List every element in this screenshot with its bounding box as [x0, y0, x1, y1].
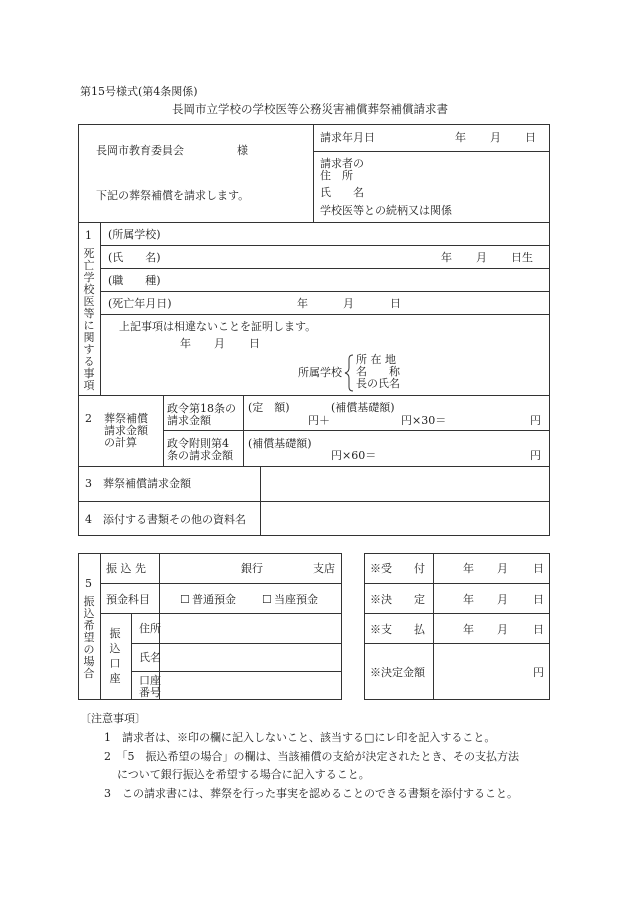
supplementary4-label-line1: 政令附則第4 [167, 437, 229, 450]
rule [163, 395, 164, 466]
decided-month: 月 [497, 593, 508, 606]
cert-day: 日 [249, 337, 260, 350]
rule [100, 553, 101, 700]
paid-label: ※支 払 [370, 623, 425, 636]
rule [163, 430, 550, 431]
branch-label: 支店 [313, 562, 335, 575]
section2-number: 2 [85, 412, 92, 425]
section4-label: 4 添付する書類その他の資料名 [85, 513, 246, 526]
section5-vertical-label: 振込希望の場合 [83, 595, 95, 680]
rule [260, 466, 261, 536]
received-day: 日 [533, 562, 544, 575]
rule [313, 151, 550, 152]
section5-number: 5 [85, 577, 92, 590]
decided-amount-yen: 円 [533, 666, 544, 679]
current-checkbox[interactable]: ☐ [262, 593, 272, 606]
ordinance18-label-line2: 請求金額 [167, 414, 211, 427]
rule [131, 671, 342, 672]
account-number-label-line2: 番号 [139, 686, 161, 699]
rule [364, 613, 550, 614]
yen-result-2: 円 [530, 449, 541, 462]
received-label: ※受 付 [370, 562, 425, 575]
yen-times-30: 円×30＝ [401, 414, 447, 427]
decided-amount-label: ※決定金額 [370, 666, 425, 679]
birth-year: 年 [441, 251, 452, 264]
claimant-relation-label: 学校医等との続柄又は関係 [320, 204, 452, 217]
request-day: 日 [525, 131, 536, 144]
account-name-label: 氏名 [139, 651, 161, 664]
note-2-line2: について銀行振込を希望する場合に記入すること。 [117, 768, 370, 781]
ordinary-checkbox[interactable]: ☐ [180, 593, 190, 606]
current-deposit-label: 当座預金 [274, 593, 318, 606]
supplementary4-label-line2: 条の請求金額 [167, 449, 233, 462]
death-year: 年 [297, 297, 308, 310]
note-2-line1: 2 「5 振込希望の場合」の欄は、当該補償の支給が決定されたとき、その支払方法 [104, 750, 520, 763]
request-year: 年 [455, 131, 466, 144]
section2-label-line2: 請求金額 [104, 424, 148, 437]
birth-month: 月 [476, 251, 487, 264]
base-amount-label-1: (補償基礎額) [331, 401, 395, 414]
brace-icon [344, 354, 354, 392]
rule [78, 222, 550, 223]
deceased-name-label: (氏 名) [108, 251, 161, 264]
paid-day: 日 [533, 623, 544, 636]
rule [100, 583, 342, 584]
rule [78, 466, 550, 467]
note-1: 1 請求者は、※印の欄に記入しないこと、該当する□にレ印を記入すること。 [104, 731, 496, 744]
death-month: 月 [343, 297, 354, 310]
form-number: 第15号様式(第4条関係) [80, 85, 198, 98]
certify-statement: 上記事項は相違ないことを証明します。 [119, 320, 317, 333]
attachments-field[interactable] [263, 504, 547, 533]
rule [131, 643, 342, 644]
received-year: 年 [463, 562, 474, 575]
transfer-to-label: 振 込 先 [106, 562, 146, 575]
request-statement: 下記の葬祭補償を請求します。 [96, 189, 250, 202]
section3-label: 3 葬祭補償請求金額 [85, 477, 191, 490]
rule [131, 613, 132, 700]
rule [100, 222, 101, 395]
birth-day: 日生 [511, 251, 533, 264]
fixed-amount-label: (定 額) [248, 401, 290, 414]
addressee: 長岡市教育委員会 [96, 144, 184, 157]
school-name-label: 名 称 [356, 365, 400, 378]
rule [78, 395, 550, 396]
claimant-address-label: 住 所 [320, 169, 353, 182]
claimant-label: 請求者の [320, 157, 364, 170]
note-3: 3 この請求書には、葬祭を行った事実を認めることのできる書類を添付すること。 [104, 787, 518, 800]
claimant-name-label: 氏 名 [320, 186, 364, 199]
section2-label-line3: の計算 [104, 436, 137, 449]
decided-label: ※決 定 [370, 593, 425, 606]
base-amount-label-2: (補償基礎額) [248, 437, 312, 450]
form-title: 長岡市立学校の学校医等公務災害補償葬祭補償請求書 [172, 102, 448, 116]
paid-month: 月 [497, 623, 508, 636]
rule [313, 124, 314, 222]
account-number-label-line1: 口座 [139, 674, 161, 687]
section1-vertical-label: 死亡学校医等に関する事項 [83, 247, 95, 392]
school-label: 所属学校 [298, 366, 342, 379]
notes-heading: 〔注意事項〕 [80, 712, 146, 725]
ordinance18-label-line1: 政令第18条の [167, 402, 236, 415]
request-month: 月 [490, 131, 501, 144]
rule [100, 613, 342, 614]
account-vertical-label: 振込口座 [109, 627, 121, 685]
section2-label-line1: 葬祭補償 [104, 412, 148, 425]
received-month: 月 [497, 562, 508, 575]
yen-result-1: 円 [530, 414, 541, 427]
rule [78, 501, 550, 502]
section1-number: 1 [85, 229, 92, 242]
funeral-amount-field[interactable] [263, 469, 547, 498]
yen-times-60: 円×60＝ [331, 449, 377, 462]
addressee-honorific: 様 [237, 144, 248, 157]
rule [364, 583, 550, 584]
deposit-type-label: 預金科目 [106, 593, 150, 606]
cert-month: 月 [214, 337, 225, 350]
yen-plus: 円＋ [308, 414, 330, 427]
death-date-label: (死亡年月日) [108, 297, 172, 310]
rule [100, 268, 550, 269]
death-day: 日 [390, 297, 401, 310]
paid-year: 年 [463, 623, 474, 636]
deceased-school-label: (所属学校) [108, 228, 161, 241]
rule [100, 314, 550, 315]
request-date-label: 請求年月日 [320, 131, 375, 144]
bank-label: 銀行 [241, 562, 263, 575]
school-location-label: 所 在 地 [356, 353, 396, 366]
decided-year: 年 [463, 593, 474, 606]
rule [433, 553, 434, 700]
rule [100, 245, 550, 246]
rule [364, 643, 550, 644]
ordinary-deposit-label: 普通預金 [192, 593, 236, 606]
rule [100, 291, 550, 292]
deceased-post-label: (職 種) [108, 274, 161, 287]
decided-day: 日 [533, 593, 544, 606]
account-address-label: 住所 [139, 622, 161, 635]
cert-year: 年 [180, 337, 191, 350]
school-head-label: 長の氏名 [356, 377, 400, 390]
rule [243, 395, 244, 466]
